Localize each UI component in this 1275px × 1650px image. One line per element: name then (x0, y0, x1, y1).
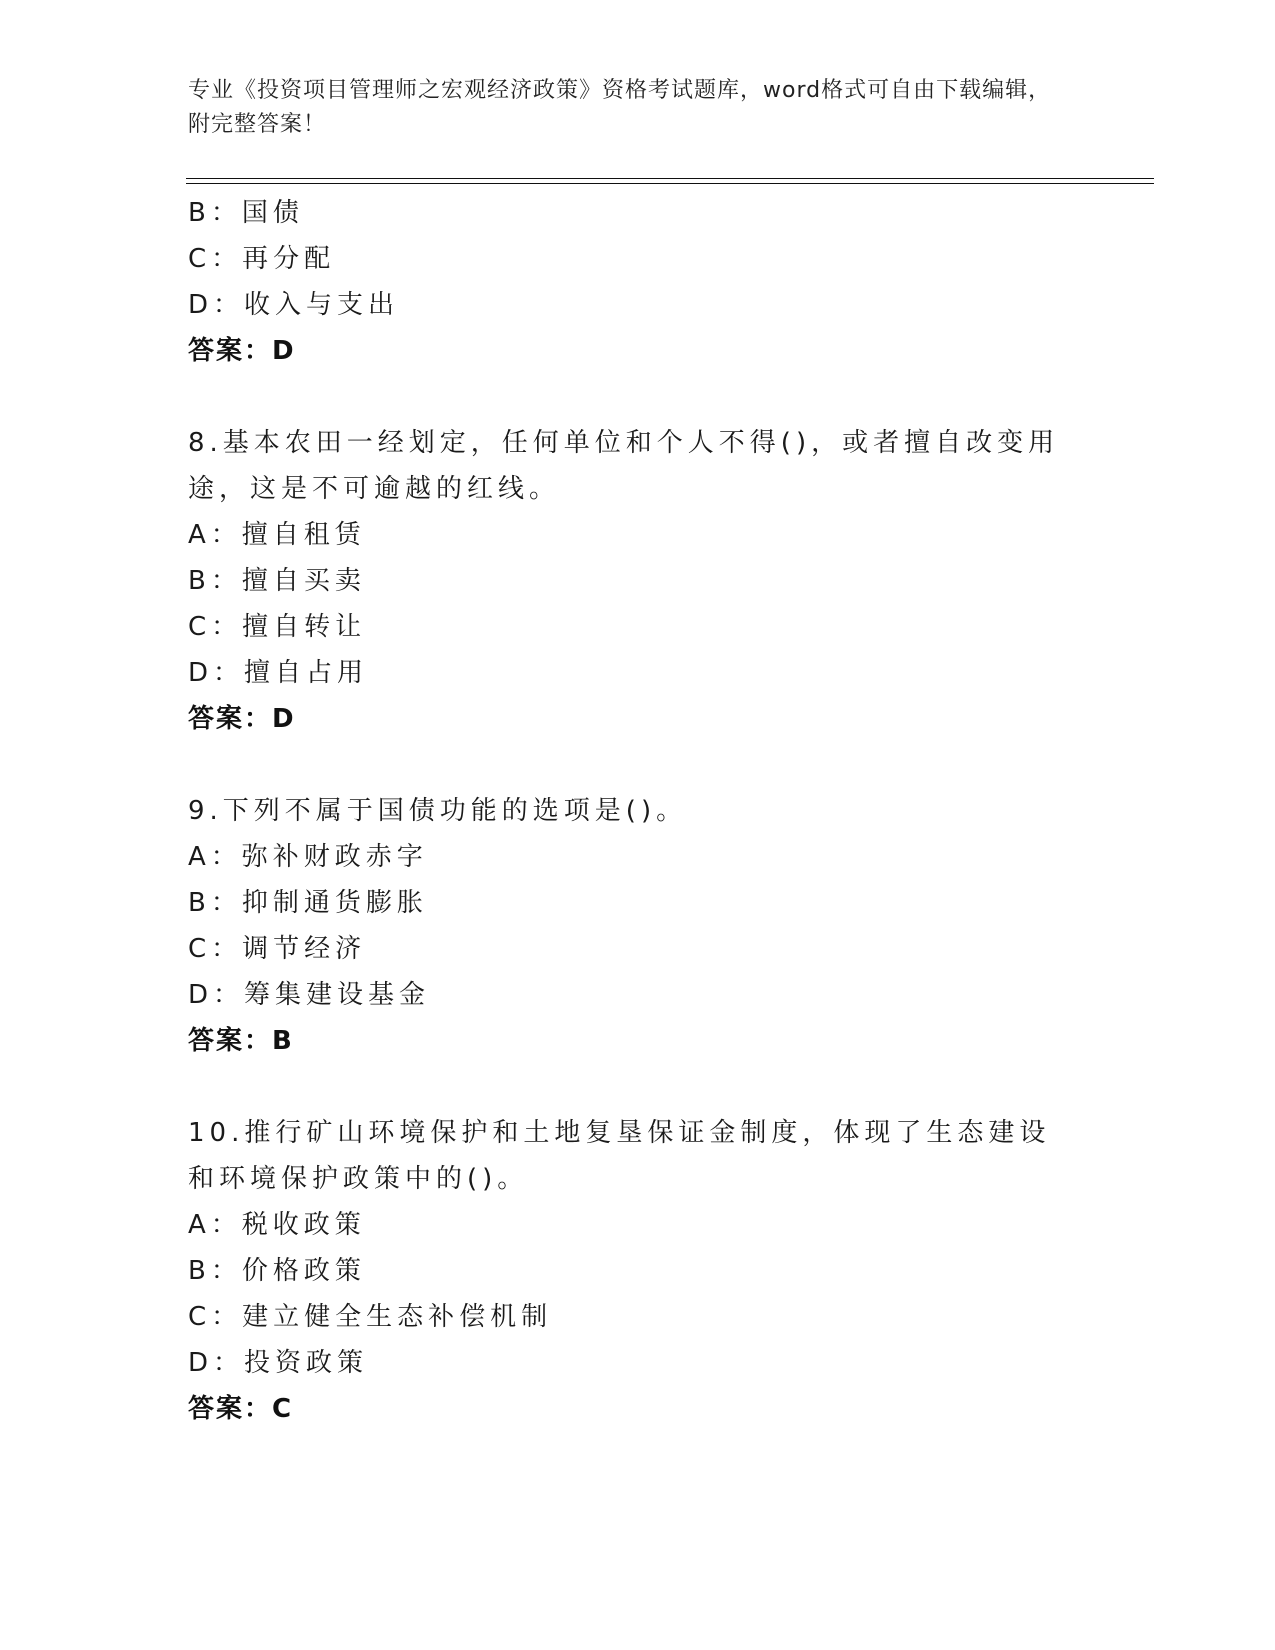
header-rule-bottom (186, 183, 1154, 184)
option-a: A：弥补财政赤字 (188, 842, 428, 872)
question-stem: 9.下列不属于国债功能的选项是()。 (188, 796, 688, 826)
document-header: 专业《投资项目管理师之宏观经济政策》资格考试题库，word格式可自由下载编辑，附完整答案！ (188, 78, 1052, 137)
option-c: C：再分配 (188, 244, 336, 274)
option-b: B：价格政策 (188, 1256, 366, 1286)
question-9 (188, 788, 1088, 1064)
question-list (188, 190, 1088, 1432)
option-b: B：擅自买卖 (188, 566, 366, 596)
spacer (188, 1064, 1088, 1110)
option-b: B：抑制通货膨胀 (188, 888, 428, 918)
option-d: D：收入与支出 (188, 290, 400, 320)
question-stem: 10.推行矿山环境保护和土地复垦保证金制度，体现了生态建设和环境保护政策中的()。 (188, 1118, 1051, 1194)
spacer (188, 742, 1088, 788)
option-c: C：建立健全生态补偿机制 (188, 1302, 553, 1332)
question-stem: 8.基本农田一经划定，任何单位和个人不得()，或者擅自改变用途，这是不可逾越的红线。 (188, 428, 1060, 504)
question-10 (188, 1110, 1088, 1432)
spacer (188, 374, 1088, 420)
question-8 (188, 420, 1088, 742)
option-d: D：投资政策 (188, 1348, 369, 1378)
answer: 答案：B (188, 1026, 294, 1056)
question-7-continued (188, 190, 1088, 374)
option-c: C：调节经济 (188, 934, 367, 964)
answer: 答案：C (188, 1394, 294, 1424)
option-b: B：国债 (188, 198, 304, 228)
answer: 答案：D (188, 336, 296, 366)
option-a: A：税收政策 (188, 1210, 366, 1240)
option-d: D：筹集建设基金 (188, 980, 431, 1010)
option-d: D：擅自占用 (188, 658, 369, 688)
answer: 答案：D (188, 704, 296, 734)
option-a: A：擅自租赁 (188, 520, 366, 550)
option-c: C：擅自转让 (188, 612, 367, 642)
header-rule-top (186, 178, 1154, 179)
